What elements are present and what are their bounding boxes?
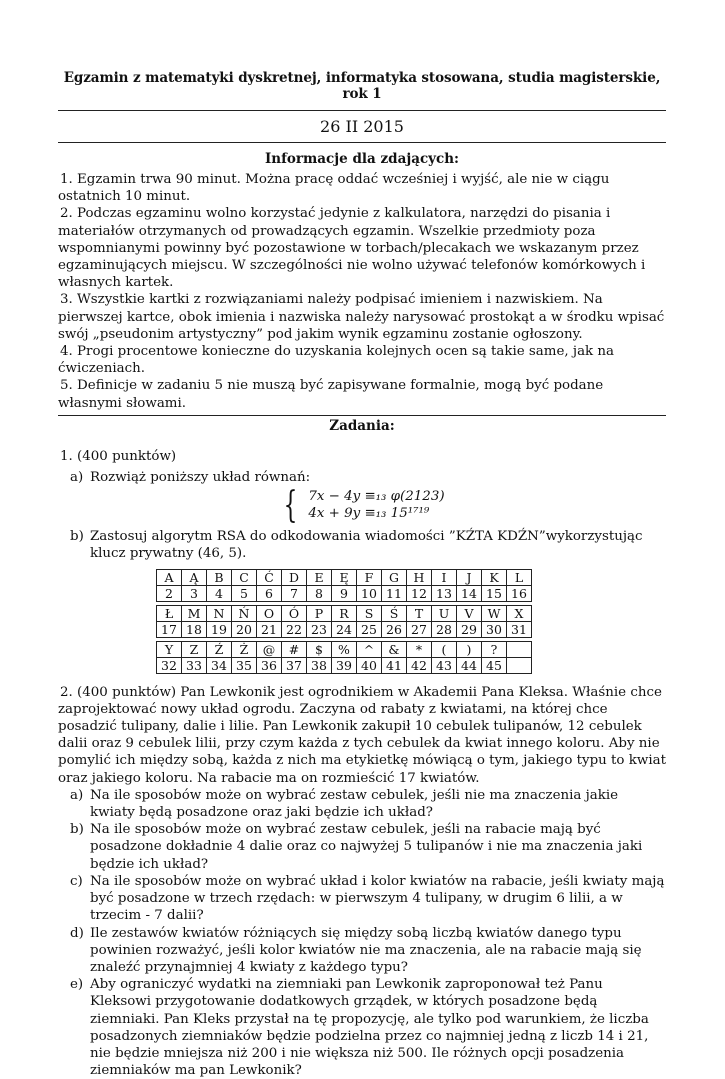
subtask-text: Ile zestawów kwiatów różniących się między sobą liczbą kwiatów danego typu powinien rozważyć, jeśli kolor kwiatów nie ma znaczenia, ale na rabacie mają się znaleźć przynajmniej 4 kwiaty z każdego typu? (90, 925, 642, 975)
table-cell: V (457, 605, 482, 621)
table-cell: 13 (432, 585, 457, 601)
table-cell: 25 (357, 621, 382, 637)
table-cell: U (432, 605, 457, 621)
table-cell: Ę (332, 569, 357, 585)
subtask-label: c) (70, 873, 83, 889)
task-1 (58, 448, 666, 674)
table-cell: 21 (257, 621, 282, 637)
table-cell: 39 (332, 657, 357, 673)
info-item: 3. Wszystkie kartki z rozwiązaniami należy podpisać imieniem i nazwiskiem. Na pierwszej kartce, obok imienia i nazwiska należy narysować prostokąt a w środku wpisać swój „pseudonim artystyczny” pod jakim wynik egzaminu zostanie ogłoszony. (58, 292, 665, 342)
table-row (157, 641, 532, 657)
divider (58, 142, 666, 143)
subtask-label: d) (70, 925, 84, 941)
task-1a (70, 469, 666, 486)
table-cell: 6 (257, 585, 282, 601)
subtask-text: Aby ograniczyć wydatki na ziemniaki pan Lewkonik zaproponował też Panu Kleksowi przygotowanie dodatkowych grządek, w których posadzone będą ziemniaki. Pan Kleks przystał na tę propozycję, ale tylko pod warunkiem, że liczba posadzonych ziemniaków będzie podzielna przez co najmniej jedną z liczb 14 i 21, nie będzie mniejsza niż 200 i nie większa niż 500. Ile różnych opcji posadzenia ziemniaków ma pan Lewkonik? (90, 977, 649, 1079)
table-cell: 23 (307, 621, 332, 637)
table-cell: 16 (507, 585, 532, 601)
table-cell: C (232, 569, 257, 585)
table-cell: 44 (457, 657, 482, 673)
table-cell: L (507, 569, 532, 585)
info-heading: Informacje dla zdających: (264, 151, 460, 167)
subtask-label: b) (70, 529, 84, 545)
table-cell: 14 (457, 585, 482, 601)
table-cell: * (407, 641, 432, 657)
table-cell: Ą (182, 569, 207, 585)
subtask-label: a) (70, 787, 84, 803)
subtask-label: a) (70, 470, 84, 486)
task-2 (58, 684, 666, 1079)
table-cell (507, 657, 532, 673)
subtask-text: Rozwiąż poniższy układ równań: (90, 470, 311, 486)
encoding-table (156, 569, 532, 674)
table-row (157, 569, 532, 585)
table-cell: Ź (207, 641, 232, 657)
table-cell: 7 (282, 585, 307, 601)
subtask-text: Na ile sposobów może on wybrać układ i kolor kwiatów na rabacie, jeśli kwiaty mają być posadzone w trzech rzędach: w pierwszym 4 tulipany, w drugim 6 lilii, a w trzecim - 7 dalii? (90, 873, 665, 924)
table-row (157, 621, 532, 637)
table-cell: D (282, 569, 307, 585)
table-cell: 45 (482, 657, 507, 673)
table-cell: 22 (282, 621, 307, 637)
table-cell: F (357, 569, 382, 585)
info-list (58, 171, 666, 412)
table-cell: Y (157, 641, 182, 657)
table-row (157, 657, 532, 673)
table-cell: E (307, 569, 332, 585)
subtask-text: Na ile sposobów może on wybrać zestaw cebulek, jeśli na rabacie mają być posadzone dokładnie 4 dalie oraz co najwyżej 5 tulipanów i nie ma znaczenia jaki będzie ich układ? (90, 822, 643, 872)
table-cell: 32 (157, 657, 182, 673)
info-item: 1. Egzamin trwa 90 minut. Można pracę oddać wcześniej i wyjść, ale nie w ciągu ostatnich 10 minut. (58, 172, 610, 205)
table-cell: Ć (257, 569, 282, 585)
task-2d (70, 925, 666, 977)
table-cell: 30 (482, 621, 507, 637)
table-cell: Ń (232, 605, 257, 621)
table-cell: S (357, 605, 382, 621)
table-cell: 40 (357, 657, 382, 673)
task-1b (70, 528, 666, 562)
divider (58, 110, 666, 111)
equation-system (58, 485, 666, 527)
brace-icon: { (283, 485, 298, 527)
table-cell: N (207, 605, 232, 621)
table-cell: 5 (232, 585, 257, 601)
table-cell: Ł (157, 605, 182, 621)
table-cell: K (482, 569, 507, 585)
table-cell: 41 (382, 657, 407, 673)
table-cell (507, 641, 532, 657)
table-row (157, 585, 532, 601)
table-cell: 17 (157, 621, 182, 637)
table-cell: ) (457, 641, 482, 657)
task-2a (70, 787, 666, 821)
table-cell: B (207, 569, 232, 585)
table-cell: 33 (182, 657, 207, 673)
table-cell: I (432, 569, 457, 585)
equation-1: 7x − 4y ≡₁₃ φ(2123) (308, 489, 445, 505)
subtask-label: e) (70, 977, 84, 993)
task-2-head: 2. (400 punktów) Pan Lewkonik jest ogrodnikiem w Akademii Pana Kleksa. Właśnie chce zaprojektować nowy układ ogrodu. Zaczyna od rabaty z kwiatami, na której chce posadzić tulipany, dalie i lilie. Pan Lewkonik zakupił 10 cebulek tulipanów, 12 cebulek dalii oraz 9 cebulek lilii, przy czym każda z tych cebulek da kwiat innego koloru. Aby nie pomylić ich między sobą, każda z nich ma etykietkę mówiącą o tym, jakiego typu to kwiat oraz jakiego koloru. Na rabacie ma on rozmieścić 17 kwiatów. (58, 684, 666, 786)
table-cell: Z (182, 641, 207, 657)
task-2-items (58, 787, 666, 1079)
table-cell: 35 (232, 657, 257, 673)
table-cell: R (332, 605, 357, 621)
table-cell: M (182, 605, 207, 621)
table-cell: Ó (282, 605, 307, 621)
task-2e (70, 976, 666, 1079)
table-cell: $ (307, 641, 332, 657)
subtask-label: b) (70, 822, 84, 838)
table-cell: % (332, 641, 357, 657)
info-item: 2. Podczas egzaminu wolno korzystać jedynie z kalkulatora, narzędzi do pisania i materiałów otrzymanych od prowadzących egzamin. Wszelkie przedmioty poza wspomnianymi powinny być pozostawione w torbach/plecakach we wskazanym przez egzaminujących miejscu. W szczególności nie wolno używać telefonów komórkowych i własnych kartek. (58, 206, 646, 291)
table-cell: 36 (257, 657, 282, 673)
task-2b (70, 821, 666, 873)
table-cell: ^ (357, 641, 382, 657)
table-cell: 11 (382, 585, 407, 601)
task-1-head: 1. (400 punktów) (60, 448, 177, 464)
table-cell: 8 (307, 585, 332, 601)
table-cell: 26 (382, 621, 407, 637)
table-cell: W (482, 605, 507, 621)
table-cell: P (307, 605, 332, 621)
table-cell: G (382, 569, 407, 585)
table-cell: 42 (407, 657, 432, 673)
table-cell: 34 (207, 657, 232, 673)
info-item: 4. Progi procentowe konieczne do uzyskania kolejnych ocen są takie same, jak na ćwiczeniach. (58, 344, 615, 377)
table-cell: A (157, 569, 182, 585)
table-cell: 4 (207, 585, 232, 601)
table-cell: 43 (432, 657, 457, 673)
table-cell: 3 (182, 585, 207, 601)
table-cell: 24 (332, 621, 357, 637)
table-cell: H (407, 569, 432, 585)
table-cell: ( (432, 641, 457, 657)
table-row (157, 605, 532, 621)
table-cell: 15 (482, 585, 507, 601)
table-cell: 28 (432, 621, 457, 637)
table-cell: 19 (207, 621, 232, 637)
equation-2: 4x + 9y ≡₁₃ 15¹⁷¹⁹ (308, 506, 430, 522)
table-cell: 10 (357, 585, 382, 601)
table-cell: 18 (182, 621, 207, 637)
table-cell: Ś (382, 605, 407, 621)
table-cell: T (407, 605, 432, 621)
task-2c (70, 873, 666, 925)
subtask-text: Na ile sposobów może on wybrać zestaw cebulek, jeśli nie ma znaczenia jakie kwiaty będą posadzone oraz jaki będzie ich układ? (90, 787, 619, 821)
table-cell: 2 (157, 585, 182, 601)
table-cell: 20 (232, 621, 257, 637)
exam-date: 26 II 2015 (320, 117, 404, 136)
exam-page (58, 64, 666, 1079)
table-cell: O (257, 605, 282, 621)
table-cell: 38 (307, 657, 332, 673)
table-cell: Ż (232, 641, 257, 657)
table-cell: 27 (407, 621, 432, 637)
table-cell: # (282, 641, 307, 657)
table-cell: J (457, 569, 482, 585)
exam-title: Egzamin z matematyki dyskretnej, informatyka stosowana, studia magisterskie, rok 1 (63, 70, 661, 102)
table-cell: @ (257, 641, 282, 657)
table-cell: 29 (457, 621, 482, 637)
subtask-text: Zastosuj algorytm RSA do odkodowania wiadomości ”KŹTA KDŹN”wykorzystując klucz prywatny (46, 5). (90, 529, 643, 562)
table-cell: 31 (507, 621, 532, 637)
tasks-heading: Zadania: (329, 417, 395, 434)
table-cell: & (382, 641, 407, 657)
table-cell: ? (482, 641, 507, 657)
info-item: 5. Definicje w zadaniu 5 nie muszą być zapisywane formalnie, mogą być podane własnymi słowami. (58, 378, 604, 411)
table-cell: 12 (407, 585, 432, 601)
table-cell: X (507, 605, 532, 621)
table-cell: 9 (332, 585, 357, 601)
divider (58, 415, 666, 416)
table-cell: 37 (282, 657, 307, 673)
